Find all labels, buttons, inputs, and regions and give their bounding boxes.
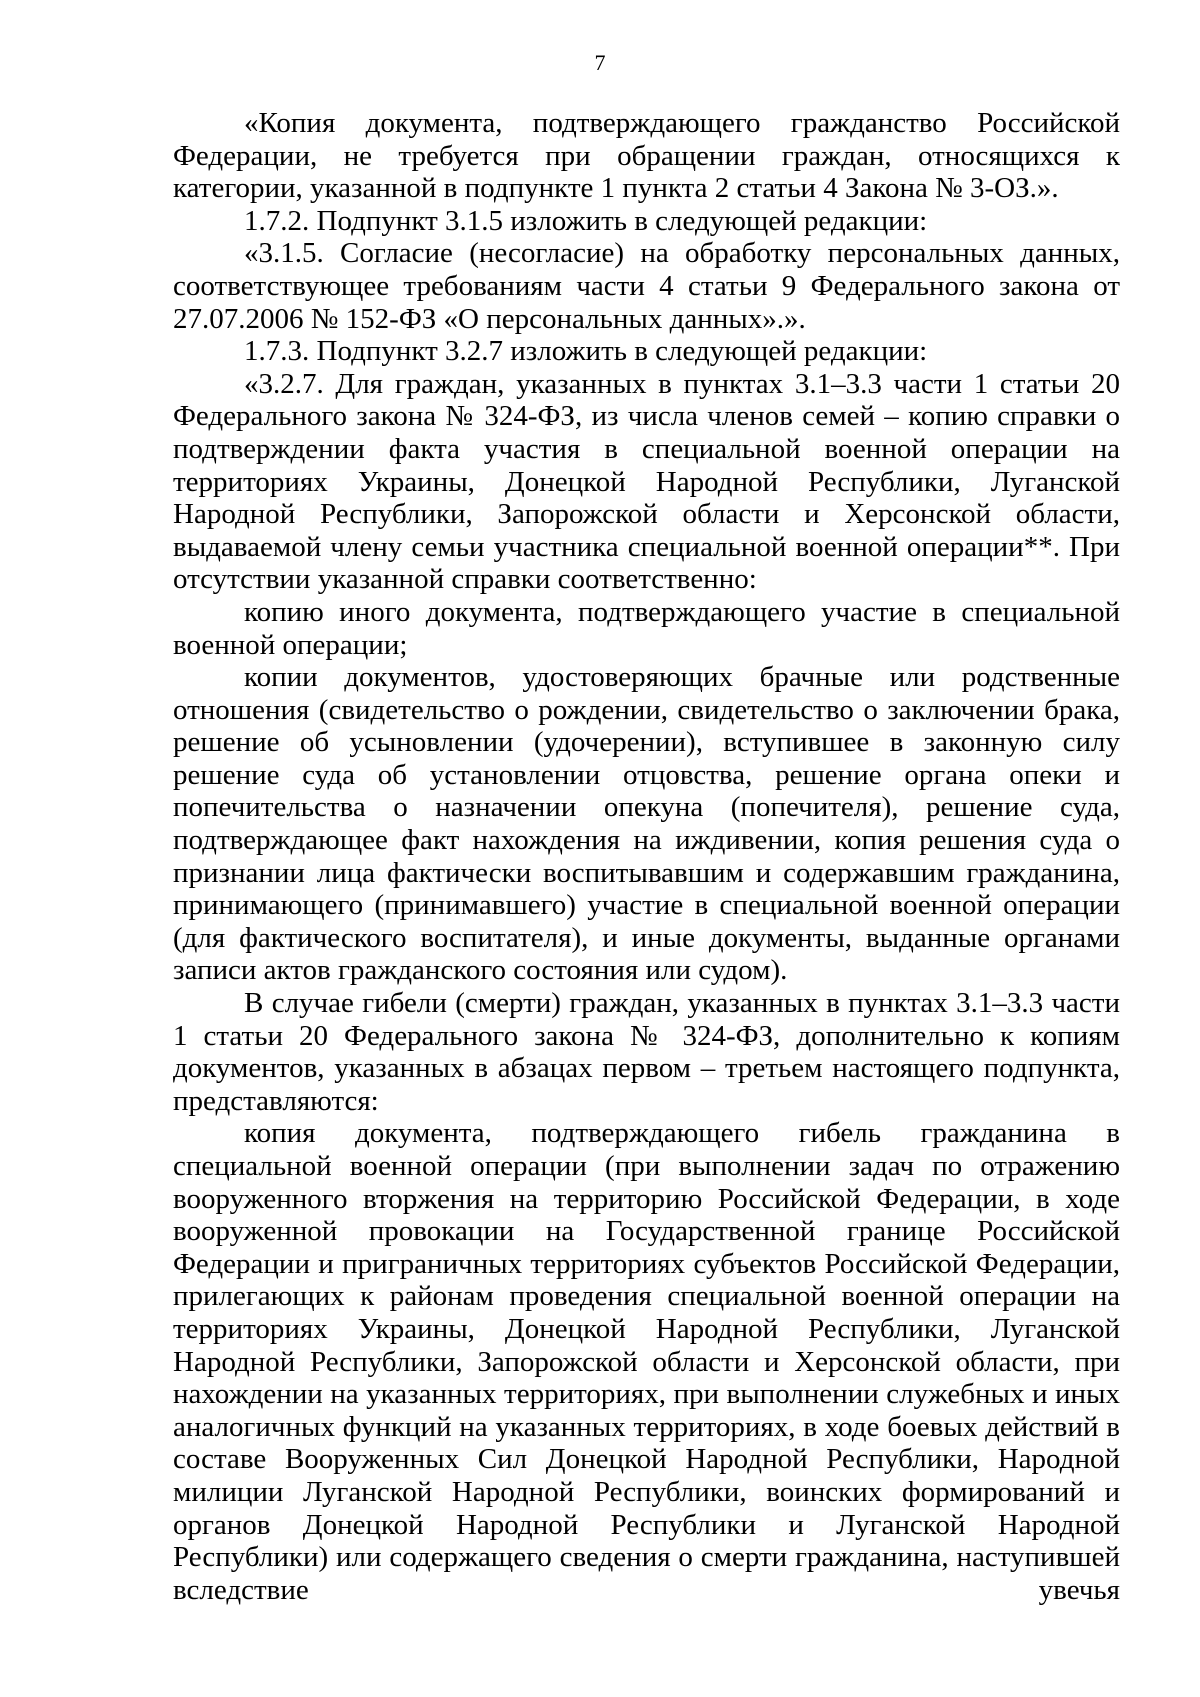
paragraph-death-document: копия документа, подтверждающего гибель гражданина в специальной военной операции (при выполнении задач по отражению вооруженного вторжения на территорию Российской Федерации, в ходе вооруженной провокации на Государственной границе Российской Федерации и приграничных территориях субъектов Российской Федерации, прилегающих к районам проведения специальной военной операции на территориях Украины, Донецкой Народной Республики, Луганской Народной Республики, Запорожской области и Херсонской области, при нахождении на указанных территориях, при выполнении служебных и иных аналогичных функций на указанных территориях, в ходе боевых действий в составе Вооруженных Сил Донецкой Народной Республики, Народной милиции Луганской Народной Республики, воинских формирований и органов Донецкой Народной Республики и Луганской Народной Республики) или содержащего сведения о смерти гражданина, наступившей вследствие увечья	[173, 1117, 1120, 1606]
paragraph-death-case: В случае гибели (смерти) граждан, указанных в пунктах 3.1–3.3 части 1 статьи 20 Федерального закона № 324-ФЗ, дополнительно к копиям документов, указанных в абзацах первом – третьем настоящего подпункта, представляются:	[173, 987, 1120, 1117]
paragraph-subclause-3-2-7: «3.2.7. Для граждан, указанных в пунктах 3.1–3.3 части 1 статьи 20 Федерального закона № 324-ФЗ, из числа членов семей – копию справки о подтверждении факта участия в специальной военной операции на территориях Украины, Донецкой Народной Республики, Луганской Народной Республики, Запорожской области и Херсонской области, выдаваемой члену семьи участника специальной военной операции**. При отсутствии указанной справки соответственно:	[173, 367, 1120, 596]
paragraph-citizenship-note: «Копия документа, подтверждающего гражданство Российской Федерации, не требуется при обращении граждан, относящихся к категории, указанной в подпункте 1 пункта 2 статьи 4 Закона № 3-ОЗ.».	[173, 107, 1120, 205]
paragraph-amendment-1-7-2: 1.7.2. Подпункт 3.1.5 изложить в следующей редакции:	[244, 204, 928, 237]
paragraph-other-document: копию иного документа, подтверждающего участие в специальной военной операции;	[173, 595, 1120, 661]
paragraph-family-documents: копии документов, удостоверяющих брачные или родственные отношения (свидетельство о рождении, свидетельство о заключении брака, решение об усыновлении (удочерении), вступившее в законную силу решение суда об установлении отцовства, решение органа опеки и попечительства о назначении опекуна (попечителя), решение суда, подтверждающее факт нахождения на иждивении, копия решения суда о признании лица фактически воспитывавшим и содержавшим гражданина, принимающего (принимавшего) участие в специальной военной операции (для фактического воспитателя), и иные документы, выданные органами записи актов гражданского состояния или судом).	[173, 661, 1120, 987]
page-number: 7	[594, 50, 606, 75]
paragraph-amendment-1-7-3: 1.7.3. Подпункт 3.2.7 изложить в следующей редакции:	[244, 335, 928, 368]
paragraph-subclause-3-1-5: «3.1.5. Согласие (несогласие) на обработку персональных данных, соответствующее требованиям части 4 статьи 9 Федерального закона от 27.07.2006 № 152-ФЗ «О персональных данных».».	[173, 237, 1120, 335]
document-body	[173, 107, 1120, 1606]
